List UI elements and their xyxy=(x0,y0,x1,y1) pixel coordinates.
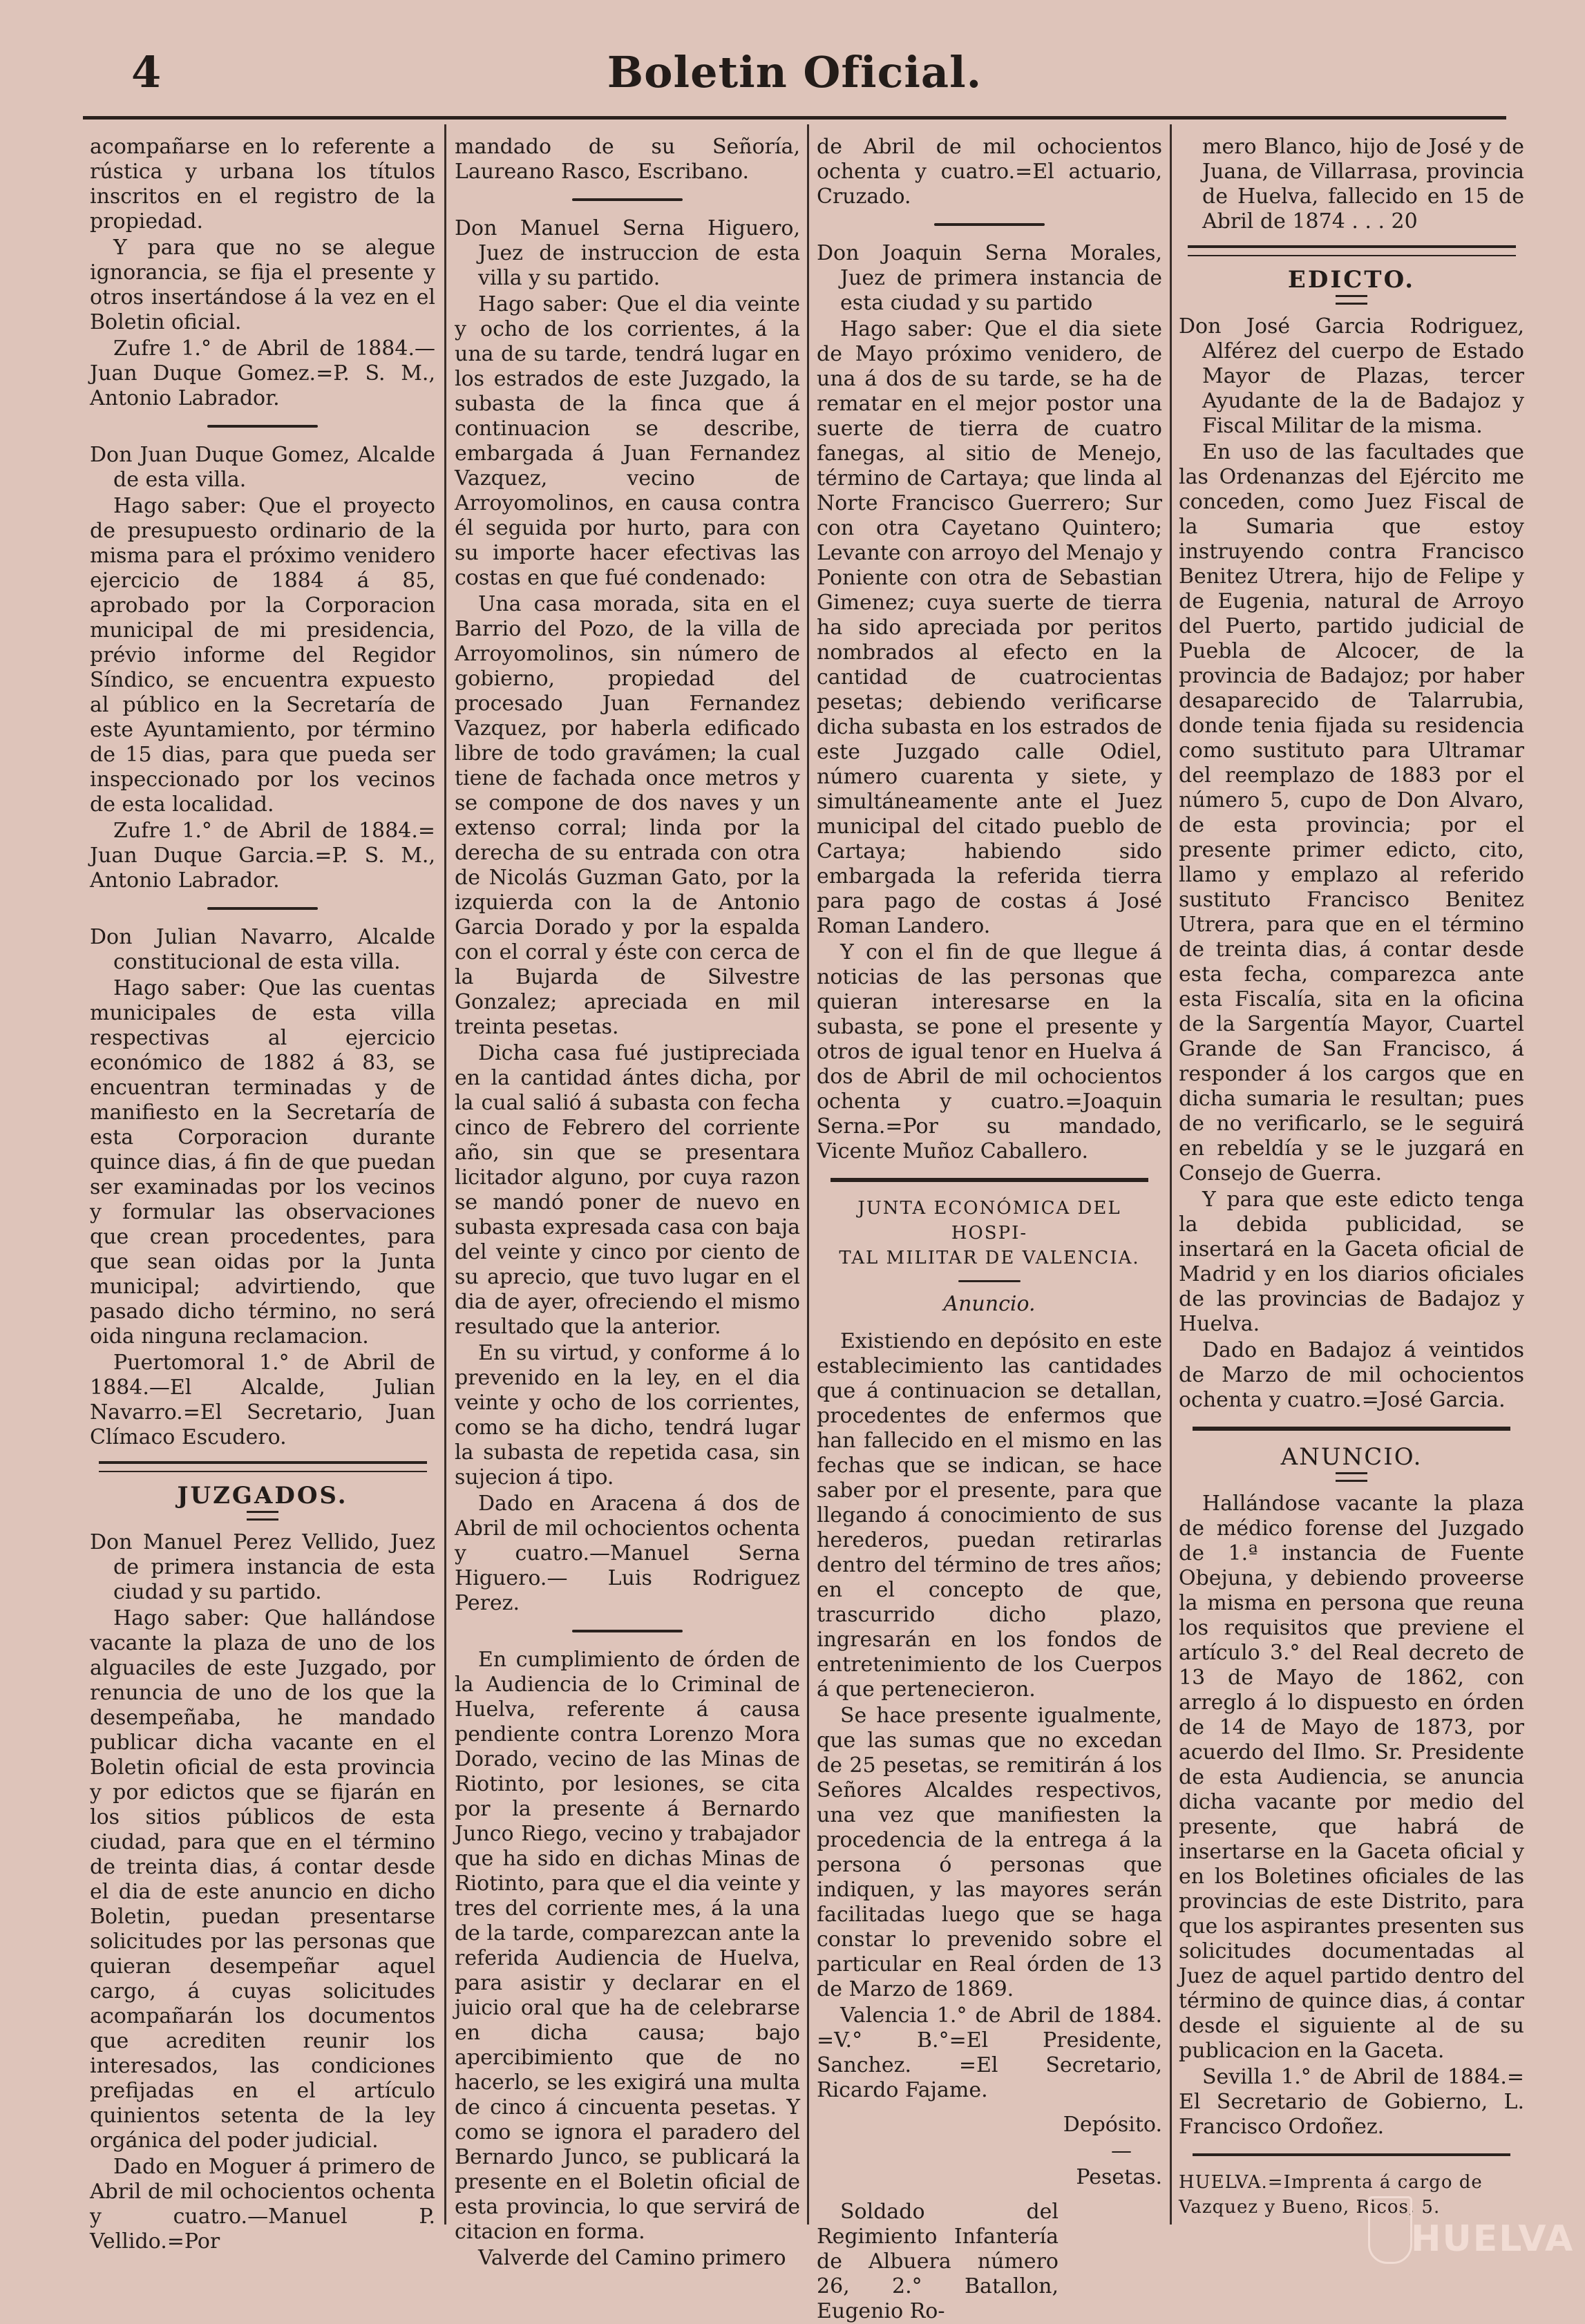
paragraph: Hago saber: Que el proyecto de presupuesto ordinario de la misma para el próximo venidero ejercicio de 1884 á 85, aprobado por la Corporacion municipal de mi presidencia, prévio informe del Regidor Síndico, se encuentra expuesto al público en la Secretaría de este Ayuntamiento, por término de 15 dias, para que pueda ser inspeccionado por los vecinos de esta localidad. xyxy=(90,494,435,817)
separator xyxy=(934,223,1045,226)
paragraph: En cumplimiento de órden de la Audiencia de lo Criminal de Huelva, referente á causa pendiente contra Lorenzo Mora Dorado, vecino de las Minas de Riotinto, por lesiones, se cita por la presente á Bernardo Junco Riego, vecino y trabajador que ha sido en dichas Minas de Riotinto, para que el dia veinte y tres del corriente mes, á la una de la tarde, comparezcan ante la referida Audiencia de Huelva, para asistir y declarar en el juicio oral que ha de celebrarse en dicha causa; bajo apercibimiento que de no hacerlo, se les exigirá una multa de cinco á cincuenta pesetas. Y como se ignora el paradero del Bernardo Junco, se publicará la presente en el Boletin oficial de esta provincia, lo que servirá de citacion en forma. xyxy=(455,1648,800,2244)
column-divider xyxy=(444,124,446,2225)
signature-line: Dado en Aracena á dos de Abril de mil ochocientos ochenta y cuatro.—Manuel Serna Higuero.— Luis Rodriguez Perez. xyxy=(455,1492,800,1615)
subheading: Anuncio. xyxy=(943,1292,1036,1316)
page-number: 4 xyxy=(131,47,162,97)
section-ornament xyxy=(247,1511,278,1521)
section-title: JUZGADOS. xyxy=(177,1482,348,1509)
table-header: — xyxy=(1111,2139,1132,2163)
paragraph: Hallándose vacante la plaza de médico forense del Juzgado de 1.ª instancia de Fuente Obejuna, y debiendo proveerse la misma en persona que reuna los requisitos que previene el artículo 3.° del Real decreto de 13 de Mayo de 1862, con arreglo á lo dispuesto en órden de 14 de Mayo de 1873, por acuerdo del Ilmo. Sr. Presidente de esta Audiencia, se anuncia dicha vacante por medio del presente, que habrá de insertarse en la Gaceta oficial y en los Boletines oficiales de las provincias de este Distrito, para que los aspirantes presenten sus solicitudes documentadas al Juez de aquel partido dentro del término de quince dias, á contar desde el siguiente al de su publicacion en la Gaceta. xyxy=(1179,1492,1524,2063)
paragraph: mandado de su Señoría, Laureano Rasco, Escribano. xyxy=(455,135,800,184)
column-divider xyxy=(807,124,809,2225)
paragraph: En uso de las facultades que las Ordenanzas del Ejército me conceden, como Juez Fiscal de la Sumaria que estoy instruyendo contra Francisco Benitez Utrera, hijo de Felipe y de Eugenia, natural de Arroyo del Puerto, partido judicial de Puebla de Alcocer, de la provincia de Badajoz; por haber desaparecido de Talarrubia, donde tenia fijada su residencia como sustituto para Ultramar del reemplazo de 1883 por el número 5, cupo de Don Alvaro, de esta provincia; por el presente primer edicto, cito, llamo y emplazo al referido sustituto Francisco Benitez Utrera, para que en el término de treinta dias, á contar desde esta fecha, comparezca ante esta Fiscalía, sita en la oficina de la Sargentía Mayor, Cuartel Grande de San Francisco, á responder á los cargos que en dicha sumaria le resultan; pues de no verificarlo, se le seguirá en rebeldía y se le juzgará en Consejo de Guerra. xyxy=(1179,440,1524,1185)
shield-icon xyxy=(1368,2196,1412,2264)
column-4 xyxy=(1179,135,1524,2221)
column-3 xyxy=(817,135,1162,2323)
separator xyxy=(207,425,318,428)
notice-heading: Don Manuel Perez Vellido, Juez de primera instancia de esta ciudad y su partido. xyxy=(90,1530,435,1604)
table-row: Soldado del Regimiento Infantería de Albuera número 26, 2.° Batallon, Eugenio Ro- xyxy=(817,2200,1059,2323)
separator xyxy=(831,1178,1148,1182)
section-title: EDICTO. xyxy=(1287,266,1416,294)
column-2 xyxy=(455,135,800,2270)
separator xyxy=(572,198,683,201)
notice-heading: Don Julian Navarro, Alcalde constitucional de esta villa. xyxy=(90,925,435,974)
notice-heading: Don José Garcia Rodriguez, Alférez del cuerpo de Estado Mayor de Plazas, tercer Ayudante de la de Badajoz y Fiscal Militar de la misma. xyxy=(1179,314,1524,438)
separator xyxy=(1193,1427,1510,1431)
signature-line: Dado en Badajoz á veintidos de Marzo de mil ochocientos ochenta y cuatro.=José Garcia. xyxy=(1179,1338,1524,1412)
separator xyxy=(572,1630,683,1632)
masthead-title: Boletin Oficial. xyxy=(607,47,983,97)
section-ornament xyxy=(1336,1472,1367,1482)
separator xyxy=(958,1280,1021,1282)
column-divider xyxy=(1170,124,1172,2225)
section-title: ANUNCIO. xyxy=(1280,1443,1423,1471)
imprint: HUELVA.=Imprenta á cargo de Vazquez y Bueno, Ricos, 5. xyxy=(1179,2172,1483,2218)
paragraph: Y con el fin de que llegue á noticias de las personas que quieran interesarse en la subasta, se pone el presente y otros de igual tenor en Huelva á dos de Abril de mil ochocientos ochenta y cuatro.=Joaquin Serna.=Por su mandado, Vicente Muñoz Caballero. xyxy=(817,940,1162,1163)
signature-line: Dado en Moguer á primero de Abril de mil ochocientos ochenta y cuatro.—Manuel P. Vellido.=Por xyxy=(90,2155,435,2254)
signature-line: Sevilla 1.° de Abril de 1884.= El Secretario de Gobierno, L. Francisco Ordoñez. xyxy=(1179,2065,1524,2139)
page-header xyxy=(83,41,1506,111)
paragraph: En su virtud, y conforme á lo prevenido en la ley, en el dia veinte y ocho de los corrientes, como se ha dicho, tendrá lugar la subasta de repetida casa, sin sujecion á tipo. xyxy=(455,1341,800,1489)
separator xyxy=(1193,2153,1510,2156)
paragraph: Hago saber: Que hallándose vacante la plaza de uno de los alguaciles de este Juzgado, por renuncia de uno de los que la desempeñaba, he mandado publicar dicha vacante en el Boletin oficial de esta provincia y por edictos que se fijarán en los sitios públicos de esta ciudad, para que en el término de treinta dias, á contar desde el dia de este anuncio en dicho Boletin, puedan presentarse solicitudes por las personas que quieran desempeñar aquel cargo, á cuyas solicitudes acompañarán los documentos que acrediten reunir los interesados, las condiciones prefijadas en el artículo quinientos setenta de la ley orgánica del poder judicial. xyxy=(90,1606,435,2153)
signature-line: Puertomoral 1.° de Abril de 1884.—El Alcalde, Julian Navarro.=El Secretario, Juan Clímaco Escudero. xyxy=(90,1351,435,1449)
signature-line: Valencia 1.° de Abril de 1884. =V.° B.°=El Presidente, Sanchez. =El Secretario, Ricardo Fajame. xyxy=(817,2003,1162,2102)
notice-heading: TAL MILITAR DE VALENCIA. xyxy=(839,1248,1140,1268)
table-header: Depósito. xyxy=(1063,2113,1162,2137)
paragraph: Y para que no se alegue ignorancia, se fija el presente y otros insertándose á la vez en el Boletin oficial. xyxy=(90,236,435,334)
signature-line: Zufre 1.° de Abril de 1884.— Juan Duque Gomez.=P. S. M., Antonio Labrador. xyxy=(90,336,435,410)
table-header: Pesetas. xyxy=(1076,2165,1162,2189)
separator xyxy=(207,907,318,910)
section-rule xyxy=(1188,245,1516,256)
paragraph: Existiendo en depósito en este establecimiento las cantidades que á continuacion se detallan, procedentes de enfermos que han fallecido en el mismo en las fechas que se indican, se hace saber por el presente, para que llegando á conocimiento de sus herederos, puedan retirarlas dentro del término de tres años; en el concepto de que, trascurrido dicho plazo, ingresarán en los fondos de entretenimiento de los Cuerpos á que pertenecieron. xyxy=(817,1329,1162,1702)
paragraph: Hago saber: Que el dia siete de Mayo próximo venidero, de una á dos de su tarde, se ha de rematar en el mejor postor una suerte de tierra de cuatro fanegas, al sitio de Menejo, término de Cartaya; que linda al Norte Francisco Guerrero; Sur con otra Cayetano Quintero; Levante con arroyo del Menajo y Poniente con otra de Sebastian Gimenez; cuya suerte de tierra ha sido apreciada por peritos nombrados al efecto en la cantidad de cuatrocientas pesetas; debiendo verificarse dicha subasta en los estrados de este Juzgado calle Odiel, número cuarenta y siete, y simultáneamente ante el Juez municipal del citado pueblo de Cartaya; habiendo sido embargada la referida tierra para pago de costas á José Roman Landero. xyxy=(817,317,1162,938)
section-rule xyxy=(99,1461,427,1472)
paragraph: acompañarse en lo referente a rústica y urbana los títulos inscritos en el registro de la propiedad. xyxy=(90,135,435,234)
paragraph: Una casa morada, sita en el Barrio del Pozo, de la villa de Arroyomolinos, sin número de gobierno, propiedad del procesado Juan Fernandez Vazquez, por haberla edificado libre de todo gravámen; la cual tiene de fachada once metros y se compone de dos naves y un extenso corral; linda por la derecha de su entrada con otra de Nicolás Guzman Gato, por la izquierda con la de Antonio Garcia Dorado y por la espalda con el corral y éste con cerca de la Bujarda de Silvestre Gonzalez; apreciada en mil treinta pesetas. xyxy=(455,592,800,1039)
notice-heading: JUNTA ECONÓMICA DEL HOSPI- xyxy=(857,1198,1121,1244)
paragraph: Hago saber: Que las cuentas municipales de esta villa respectivas al ejercicio económico de 1882 á 83, se encuentran terminadas y de manifiesto en la Secretaría de esta Corporacion durante quince dias, á fin de que puedan ser examinadas por los vecinos y formular las observaciones que crean procedentes, para que sean oidas por la Junta municipal; advirtiendo, que pasado dicho término, no será oida ninguna reclamacion. xyxy=(90,976,435,1349)
paragraph: Y para que este edicto tenga la debida publicidad, se insertará en la Gaceta oficial de Madrid y en los diarios oficiales de las provincias de Badajoz y Huelva. xyxy=(1179,1188,1524,1336)
column-1 xyxy=(90,135,435,2254)
table-row: mero Blanco, hijo de José y de Juana, de Villarrasa, provincia de Huelva, fallecido en 15 de Abril de 1874 . . . 20 xyxy=(1202,135,1524,234)
paragraph: de Abril de mil ochocientos ochenta y cuatro.=El actuario, Cruzado. xyxy=(817,135,1162,209)
notice-heading: Don Joaquin Serna Morales, Juez de primera instancia de esta ciudad y su partido xyxy=(817,241,1162,315)
archive-watermark xyxy=(1368,2193,1575,2283)
section-ornament xyxy=(1336,295,1367,305)
watermark-text: HUELVA xyxy=(1411,2218,1575,2260)
header-rule xyxy=(83,116,1506,120)
notice-heading: Don Manuel Serna Higuero, Juez de instruccion de esta villa y su partido. xyxy=(455,216,800,290)
paragraph: Se hace presente igualmente, que las sumas que no excedan de 25 pesetas, se remitirán á los Señores Alcaldes respectivos, una vez que manifiesten la procedencia de la entrega á la persona ó personas que indiquen, y las mayores serán facilitadas luego que se haga constar lo prevenido sobre el particular en Real órden de 13 de Marzo de 1869. xyxy=(817,1704,1162,2001)
signature-line: Zufre 1.° de Abril de 1884.= Juan Duque Garcia.=P. S. M., Antonio Labrador. xyxy=(90,819,435,893)
paragraph: Hago saber: Que el dia veinte y ocho de los corrientes, á la una de su tarde, tendrá lugar en los estrados de este Juzgado, la subasta de la finca que á continuacion se describe, embargada á Juan Fernandez Vazquez, vecino de Arroyomolinos, en causa contra él seguida por hurto, para con su importe hacer efectivas las costas en que fué condenado: xyxy=(455,292,800,590)
paragraph: Dicha casa fué justipreciada en la cantidad ántes dicha, por la cual salió á subasta con fecha cinco de Febrero del corriente año, sin que se presentara licitador alguno, por cuya razon se mandó poner de nuevo en subasta expresada casa con baja del veinte y cinco por ciento de su aprecio, que tuvo lugar en el dia de ayer, ofreciendo el mismo resultado que la anterior. xyxy=(455,1041,800,1339)
notice-heading: Don Juan Duque Gomez, Alcalde de esta villa. xyxy=(90,443,435,492)
paragraph: Valverde del Camino primero xyxy=(478,2246,786,2270)
